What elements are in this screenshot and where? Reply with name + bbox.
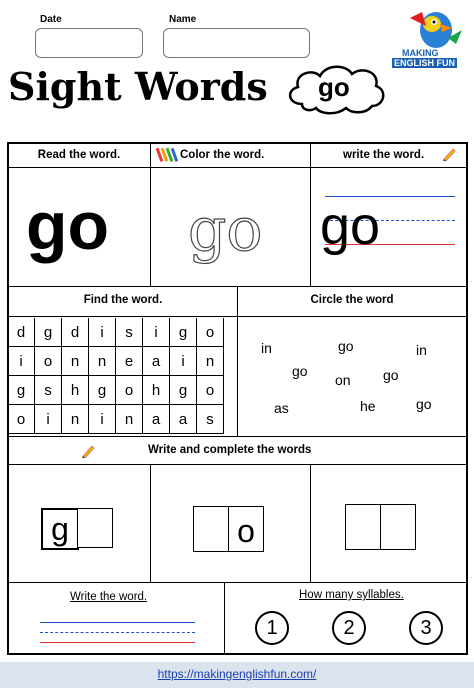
grid-cell[interactable]: h: [62, 376, 89, 405]
grid-cell[interactable]: n: [62, 405, 89, 434]
pencil-icon: [441, 146, 457, 162]
grid-cell[interactable]: e: [116, 347, 143, 376]
grid-cell[interactable]: i: [8, 347, 35, 376]
letter-box[interactable]: g: [41, 508, 79, 550]
grid-cell[interactable]: o: [116, 376, 143, 405]
crayons-icon: [156, 146, 178, 164]
grid-cell[interactable]: s: [116, 318, 143, 347]
grid-cell[interactable]: g: [35, 318, 62, 347]
logo: [392, 8, 468, 70]
page-title: Sight Words: [8, 64, 268, 109]
grid-cell[interactable]: d: [62, 318, 89, 347]
pencil-icon: [80, 443, 96, 459]
grid-cell[interactable]: a: [143, 405, 170, 434]
name-label: Name: [169, 14, 197, 25]
write-header: write the word.: [343, 149, 425, 161]
date-label: Date: [40, 14, 62, 25]
syllable-option-1[interactable]: 1: [255, 611, 289, 645]
date-field[interactable]: [35, 28, 143, 58]
grid-row: [8, 347, 224, 376]
grid-cell[interactable]: g: [170, 376, 197, 405]
circle-word[interactable]: in: [416, 342, 427, 358]
grid-cell[interactable]: g: [89, 376, 116, 405]
grid-cell[interactable]: i: [170, 347, 197, 376]
logo-text-2: ENGLISH FUN: [394, 58, 456, 68]
read-word: go: [26, 188, 110, 264]
grid-cell[interactable]: h: [143, 376, 170, 405]
write2-base-line: [40, 642, 195, 643]
letter-box[interactable]: [193, 506, 229, 552]
circle-word[interactable]: go: [338, 338, 354, 354]
name-field[interactable]: [163, 28, 310, 58]
syllable-option-2[interactable]: 2: [332, 611, 366, 645]
syllable-option-3[interactable]: 3: [409, 611, 443, 645]
circle-word[interactable]: on: [335, 372, 351, 388]
circle-word[interactable]: in: [261, 340, 272, 356]
syllables-header: How many syllables.: [299, 589, 404, 601]
complete-header: Write and complete the words: [148, 444, 312, 456]
letter-box[interactable]: o: [228, 506, 264, 552]
cloud-word: go: [318, 72, 350, 102]
circle-word[interactable]: go: [383, 367, 399, 383]
grid-row: [8, 318, 224, 347]
outline-word-text: go: [188, 196, 263, 265]
grid-cell[interactable]: n: [62, 347, 89, 376]
color-word-outline: [184, 196, 284, 266]
write2-header: Write the word.: [70, 591, 148, 603]
grid-row: [8, 376, 224, 405]
grid-cell[interactable]: s: [35, 376, 62, 405]
grid-row: [8, 405, 224, 434]
letter-box[interactable]: [380, 504, 416, 550]
grid-cell[interactable]: d: [8, 318, 35, 347]
grid-cell[interactable]: g: [170, 318, 197, 347]
circle-word[interactable]: he: [360, 398, 376, 414]
write2-mid-line: [40, 632, 195, 633]
circle-word[interactable]: go: [292, 363, 308, 379]
grid-cell[interactable]: o: [8, 405, 35, 434]
circle-word[interactable]: as: [274, 400, 289, 416]
letter-box[interactable]: [345, 504, 381, 550]
grid-cell[interactable]: o: [197, 376, 224, 405]
write2-top-line: [40, 622, 195, 623]
grid-cell[interactable]: i: [89, 405, 116, 434]
grid-cell[interactable]: n: [197, 347, 224, 376]
grid-cell[interactable]: n: [89, 347, 116, 376]
write-word: go: [320, 196, 381, 256]
circle-word[interactable]: go: [416, 396, 432, 412]
grid-cell[interactable]: a: [143, 347, 170, 376]
letter-box[interactable]: [77, 508, 113, 548]
color-header: Color the word.: [180, 149, 265, 161]
grid-cell[interactable]: i: [89, 318, 116, 347]
grid-cell[interactable]: a: [170, 405, 197, 434]
read-header: Read the word.: [37, 149, 121, 161]
grid-cell[interactable]: o: [197, 318, 224, 347]
grid-cell[interactable]: o: [35, 347, 62, 376]
grid-cell[interactable]: i: [143, 318, 170, 347]
footer-url-link[interactable]: https://makingenglishfun.com/: [157, 667, 317, 681]
grid-cell[interactable]: i: [35, 405, 62, 434]
logo-text-1: MAKING: [402, 48, 439, 58]
circle-header: Circle the word: [310, 294, 394, 306]
find-header: Find the word.: [83, 294, 163, 306]
grid-cell[interactable]: n: [116, 405, 143, 434]
grid-cell[interactable]: s: [197, 405, 224, 434]
grid-cell[interactable]: g: [8, 376, 35, 405]
word-search-grid: [8, 318, 224, 434]
